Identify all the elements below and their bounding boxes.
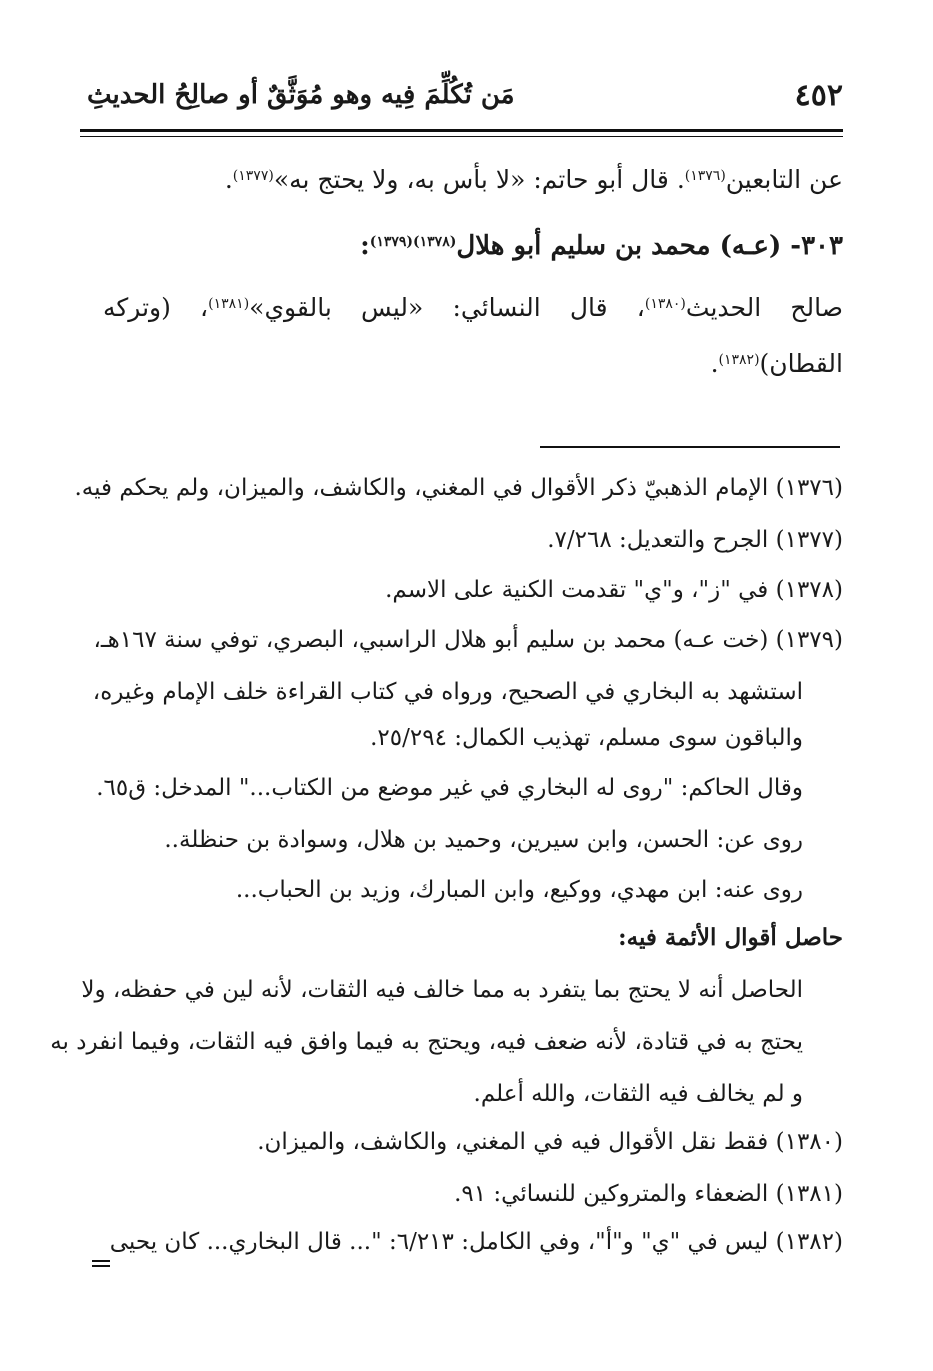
footnote-1379-cont-5: روى عنه: ابن مهدي، ووكيع، وابن المبارك، وزيد بن الحباب... bbox=[235, 877, 803, 903]
footnote-ref: (١٣٧٩) bbox=[369, 234, 414, 250]
footnote-1377: (١٣٧٧) الجرح والتعديل: ٧/٢٦٨. bbox=[547, 527, 843, 553]
body-line-4: القطان)$^{(١٣٨٢)}$. bbox=[710, 349, 843, 378]
summary-line-2: يحتج به في قتادة، لأنه ضعف فيه، ويحتج به فيما وافق فيه الثقات، وفيما انفرد به bbox=[50, 1029, 803, 1055]
body-line-3: صالح الحديث$^{(١٣٨٠)}$، قال النسائي: «ليس بالقوي»$^{(١٣٨١)}$، (وتركه bbox=[103, 293, 843, 322]
continuation-mark bbox=[92, 1260, 110, 1267]
footnote-ref: (١٣٨٢) bbox=[718, 352, 760, 368]
footnote-1379: (١٣٧٩) (خت عـه) محمد بن سليم أبو هلال الراسبي، البصري، توفي سنة ١٦٧هـ، bbox=[93, 627, 843, 653]
footnote-1379-cont-4: روى عن: الحسن، وابن سيرين، وحميد بن هلال، وسوادة بن حنظلة.. bbox=[164, 827, 803, 853]
footnote-1382: (١٣٨٢) ليس في "ي" و"أ"، وفي الكامل: ٦/٢١٣: "... قال البخاري... كان يحيى bbox=[109, 1229, 843, 1255]
footnote-separator bbox=[540, 446, 840, 448]
page-header bbox=[75, 76, 843, 126]
header-rule bbox=[80, 129, 843, 137]
summary-heading: حاصل أقوال الأئمة فيه: bbox=[618, 924, 843, 951]
footnote-ref: (١٣٧٦) bbox=[684, 168, 726, 184]
footnote-ref: (١٣٨١) bbox=[208, 296, 250, 312]
footnote-1379-cont-1: استشهد به البخاري في الصحيح، ورواه في كتاب القراءة خلف الإمام وغيره، bbox=[92, 679, 803, 705]
footnote-1380: (١٣٨٠) فقط نقل الأقوال فيه في المغني، والكاشف، والميزان. bbox=[257, 1129, 843, 1155]
footnote-ref: (١٣٨٠) bbox=[644, 296, 686, 312]
running-title: مَن تُكُلِّمَ فِيه وهو مُوَثَّقٌ أو صالِحُ الحديثِ bbox=[87, 80, 515, 110]
entry-heading: ٣٠٣- (عـه) محمد بن سليم أبو هلال$^{(١٣٧٨)(١٣٧٩)}$: bbox=[360, 231, 843, 261]
footnote-ref: (١٣٧٧) bbox=[232, 168, 274, 184]
page-number: ٤٥٢ bbox=[794, 78, 843, 113]
footnote-1381: (١٣٨١) الضعفاء والمتروكين للنسائي: ٩١. bbox=[454, 1181, 843, 1207]
footnote-1378: (١٣٧٨) في "ز"، و"ي" تقدمت الكنية على الاسم. bbox=[385, 577, 843, 603]
summary-line-1: الحاصل أنه لا يحتج بما يتفرد به مما خالف فيه الثقات، لأنه لين في حفظه، ولا bbox=[81, 977, 803, 1003]
footnote-1379-cont-2: والباقون سوى مسلم، تهذيب الكمال: ٢٥/٢٩٤. bbox=[370, 725, 803, 751]
summary-line-3: و لم يخالف فيه الثقات، والله أعلم. bbox=[473, 1081, 803, 1107]
footnote-1379-cont-3: وقال الحاكم: "روى له البخاري في غير موضع من الكتاب..." المدخل: ق٦٥. bbox=[96, 775, 803, 801]
footnote-1376: (١٣٧٦) الإمام الذهبيّ ذكر الأقوال في المغني، والكاشف، والميزان، ولم يحكم فيه. bbox=[74, 475, 843, 501]
body-line-1: عن التابعين$^{(١٣٧٦)}$. قال أبو حاتم: «لا بأس به، ولا يحتج به»$^{(١٣٧٧)}$. bbox=[224, 165, 843, 194]
footnote-ref: (١٣٧٨) bbox=[413, 234, 457, 250]
